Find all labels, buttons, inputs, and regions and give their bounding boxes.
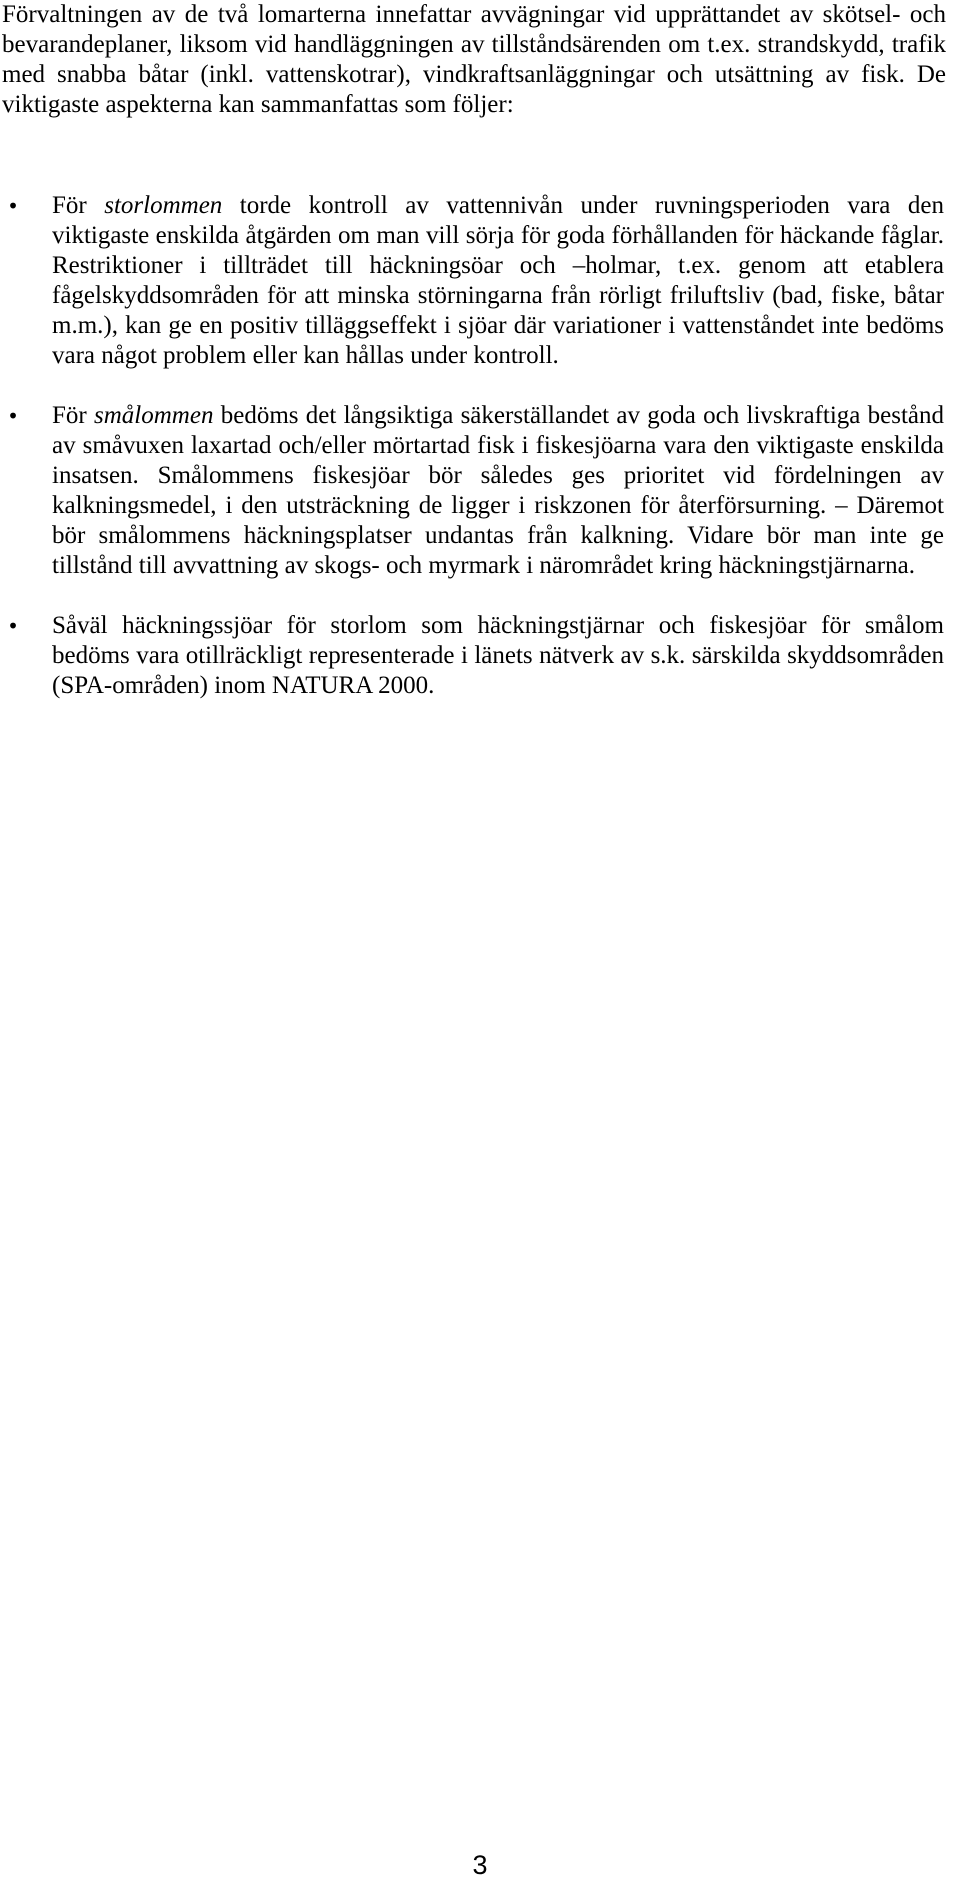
page-number: 3 — [472, 1850, 488, 1880]
bullet-item-text: bedöms det långsiktiga säkerställandet av goda och livskraftiga bestånd av småvuxen laxartad och/eller mörtartad fisk i fiskesjöarna vara den viktigaste enskilda insatsen. Smålommens fiskesjöar bör således ges prioritet vid fördelningen av kalkningsmedel, i den utsträckning de ligger i riskzonen för återförsurning. – Däremot bör smålommens häckningsplatser undantas från kalkning. Vidare bör man inte ge tillstånd till avvattning av skogs- och myrmark i närområdet kring häckningstjärnarna. — [52, 402, 945, 579]
species-name: smålommen — [94, 402, 214, 429]
bullet-icon: • — [7, 614, 19, 638]
species-name: storlommen — [104, 192, 223, 219]
bullet-item-prefix: För — [52, 192, 105, 219]
bullet-list — [0, 191, 944, 701]
bullet-item-natura2000 — [0, 611, 944, 701]
bullet-item-text: torde kontroll av vattennivån under ruvningsperioden vara den viktigaste enskilda åtgärden om man vill sörja för goda förhållanden för häckande fåglar. Restriktioner i tillträdet till häckningsöar och –holmar, t.ex. genom att etablera fågelskyddsområden för att minska störningarna från rörligt friluftsliv (bad, fiske, båtar m.m.), kan ge en positiv tilläggseffekt i sjöar där variationer i vattenståndet inte bedöms vara något problem eller kan hållas under kontroll. — [52, 192, 944, 369]
bullet-icon: • — [7, 404, 19, 428]
bullet-icon: • — [7, 194, 19, 218]
bullet-item-prefix: För — [52, 402, 95, 429]
bullet-item-storlom — [0, 191, 944, 371]
bullet-item-smalom — [0, 401, 944, 581]
bullet-item-text: Såväl häckningssjöar för storlom som häckningstjärnar och fiskesjöar för smålom bedöms vara otillräckligt representerade i länets nätverk av s.k. särskilda skyddsområden (SPA-områden) inom NATURA 2000. — [52, 612, 944, 699]
intro-paragraph: Förvaltningen av de två lomarterna innefattar avvägningar vid upprättandet av skötsel- och bevarandeplaner, liksom vid handläggningen av tillståndsärenden om t.ex. strandskydd, trafik med snabba båtar (inkl. vattenskotrar), vindkraftsanläggningar och utsättning av fisk. De viktigaste aspekterna kan sammanfattas som följer: — [2, 1, 946, 118]
